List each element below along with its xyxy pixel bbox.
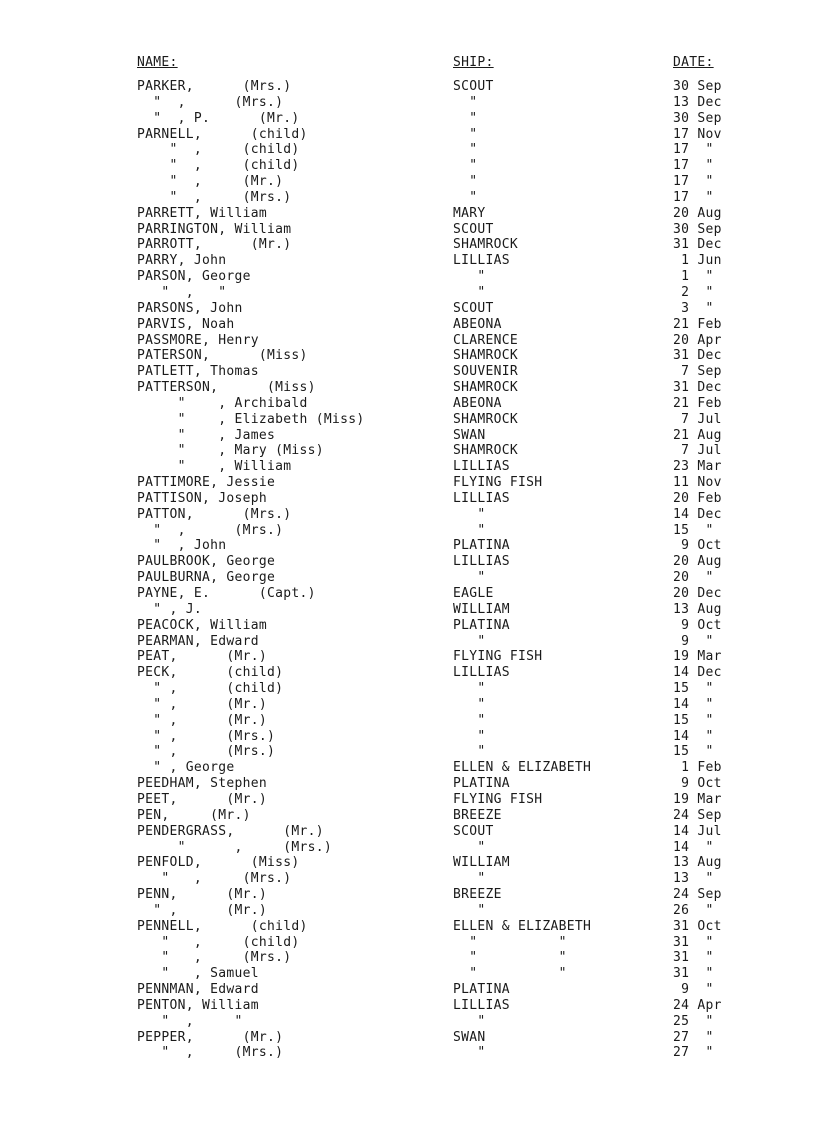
list-row: [0, 871, 816, 887]
list-row: [0, 570, 816, 586]
header-ship: SHIP:: [453, 55, 494, 70]
list-row: [0, 855, 816, 871]
list-row: [0, 649, 816, 665]
list-row: [0, 380, 816, 396]
row-date: 9 ": [673, 633, 714, 649]
row-date: 20 Aug: [673, 205, 722, 221]
list-row: [0, 713, 816, 729]
row-ship: ": [453, 110, 478, 126]
row-ship: ": [453, 174, 478, 190]
list-row: [0, 333, 816, 349]
row-ship: SCOUT: [453, 823, 494, 839]
list-row: [0, 919, 816, 935]
row-ship: LILLIAS: [453, 997, 510, 1013]
row-ship: PLATINA: [453, 617, 510, 633]
row-name: PEARMAN, Edward: [137, 633, 259, 649]
row-date: 31 Dec: [673, 237, 722, 253]
row-ship: FLYING FISH: [453, 475, 543, 491]
list-row: [0, 729, 816, 745]
row-ship: ELLEN & ELIZABETH: [453, 760, 592, 776]
row-date: 31 ": [673, 950, 714, 966]
list-row: [0, 491, 816, 507]
row-date: 21 Feb: [673, 395, 722, 411]
row-ship: CLARENCE: [453, 332, 519, 348]
list-row: [0, 507, 816, 523]
row-ship: ": [453, 712, 486, 728]
row-date: 13 ": [673, 871, 714, 887]
row-ship: SHAMROCK: [453, 348, 519, 364]
row-date: 3 ": [673, 300, 714, 316]
list-row: [0, 1030, 816, 1046]
row-date: 31 ": [673, 966, 714, 982]
row-date: 17 ": [673, 174, 714, 190]
list-row: [0, 824, 816, 840]
row-name: " , (Mrs.): [137, 94, 284, 110]
row-ship: ": [453, 269, 486, 285]
row-date: 30 Sep: [673, 110, 722, 126]
row-name: " , (child): [137, 934, 300, 950]
row-date: 14 ": [673, 839, 714, 855]
list-row: [0, 1045, 816, 1061]
row-name: " , (Mrs.): [137, 950, 292, 966]
row-name: " , Archibald: [137, 395, 308, 411]
row-name: PARRETT, William: [137, 205, 268, 221]
list-row: [0, 269, 816, 285]
list-row: [0, 982, 816, 998]
row-date: 9 Oct: [673, 776, 722, 792]
row-date: 14 Dec: [673, 506, 722, 522]
list-row: [0, 301, 816, 317]
list-row: [0, 285, 816, 301]
row-name: " , John: [137, 538, 227, 554]
list-row: [0, 586, 816, 602]
row-ship: BREEZE: [453, 807, 502, 823]
row-ship: SCOUT: [453, 300, 494, 316]
row-name: PARVIS, Noah: [137, 316, 235, 332]
list-row: [0, 950, 816, 966]
row-ship: LILLIAS: [453, 490, 510, 506]
list-row: [0, 142, 816, 158]
row-name: PATERSON, (Miss): [137, 348, 308, 364]
row-date: 9 ": [673, 982, 714, 998]
list-row: [0, 428, 816, 444]
row-date: 1 Jun: [673, 253, 722, 269]
list-row: [0, 998, 816, 1014]
list-row: [0, 634, 816, 650]
row-ship: WILLIAM: [453, 855, 510, 871]
row-name: " , Samuel: [137, 966, 259, 982]
row-date: 19 Mar: [673, 791, 722, 807]
row-name: " , P. (Mr.): [137, 110, 300, 126]
row-name: " , (Mrs.): [137, 839, 333, 855]
row-date: 24 Sep: [673, 887, 722, 903]
list-row: [0, 253, 816, 269]
list-row: [0, 935, 816, 951]
header-name: NAME:: [137, 55, 178, 70]
row-date: 25 ": [673, 1013, 714, 1029]
row-name: " , (Mr.): [137, 902, 268, 918]
list-row: [0, 443, 816, 459]
row-ship: EAGLE: [453, 586, 494, 601]
row-name: PEET, (Mr.): [137, 791, 268, 807]
list-row: [0, 776, 816, 792]
row-date: 31 Dec: [673, 348, 722, 364]
row-name: PEPPER, (Mr.): [137, 1029, 284, 1045]
row-ship: SOUVENIR: [453, 364, 519, 380]
row-date: 14 Dec: [673, 665, 722, 681]
list-row: [0, 475, 816, 491]
row-ship: WILLIAM: [453, 601, 510, 617]
row-date: 13 Aug: [673, 855, 722, 871]
row-date: 7 Jul: [673, 411, 722, 427]
row-name: PENNMAN, Edward: [137, 982, 259, 998]
row-date: 31 ": [673, 934, 714, 950]
row-name: PARRY, John: [137, 253, 227, 269]
row-ship: SCOUT: [453, 221, 494, 237]
row-name: PEAT, (Mr.): [137, 649, 268, 665]
row-name: " , (child): [137, 158, 300, 174]
row-name: PAULBURNA, George: [137, 570, 276, 586]
list-row: [0, 665, 816, 681]
row-name: " , Elizabeth (Miss): [137, 411, 365, 427]
row-name: PARKER, (Mrs.): [137, 79, 292, 94]
row-name: PENNELL, (child): [137, 918, 308, 934]
row-name: " , ": [137, 284, 227, 300]
row-name: PENTON, William: [137, 997, 259, 1013]
row-date: 20 Apr: [673, 332, 722, 348]
row-name: " , George: [137, 760, 235, 776]
row-date: 14 ": [673, 696, 714, 712]
row-ship: BREEZE: [453, 887, 502, 903]
row-date: 15 ": [673, 712, 714, 728]
row-ship: LILLIAS: [453, 554, 510, 570]
row-ship: ": [453, 728, 486, 744]
row-ship: ": [453, 94, 478, 110]
row-ship: ": [453, 871, 486, 887]
row-ship: ": [453, 902, 486, 918]
list-row: [0, 697, 816, 713]
row-date: 13 Dec: [673, 94, 722, 110]
row-date: 20 Dec: [673, 586, 722, 601]
row-name: " , (Mrs.): [137, 522, 284, 538]
row-name: " , (Mr.): [137, 712, 268, 728]
row-ship: LILLIAS: [453, 459, 510, 475]
row-name: " , Mary (Miss): [137, 443, 324, 459]
row-ship: ": [453, 142, 478, 158]
header-date: DATE:: [673, 55, 714, 70]
row-name: " , (Mr.): [137, 174, 284, 190]
row-name: PENFOLD, (Miss): [137, 855, 300, 871]
row-ship: SHAMROCK: [453, 237, 519, 253]
row-ship: MARY: [453, 205, 486, 221]
row-date: 20 Feb: [673, 490, 722, 506]
row-name: " , (child): [137, 142, 300, 158]
list-row: [0, 127, 816, 143]
row-date: 11 Nov: [673, 475, 722, 491]
list-row: [0, 602, 816, 618]
row-name: PEN, (Mr.): [137, 807, 251, 823]
row-ship: SHAMROCK: [453, 411, 519, 427]
row-ship: ": [453, 1013, 486, 1029]
list-row: [0, 523, 816, 539]
list-row: [0, 792, 816, 808]
row-date: 1 ": [673, 269, 714, 285]
row-ship: PLATINA: [453, 538, 510, 554]
row-date: 24 Apr: [673, 997, 722, 1013]
row-ship: ": [453, 570, 486, 586]
row-date: 17 ": [673, 142, 714, 158]
row-name: " , (Mrs.): [137, 1045, 284, 1061]
row-name: " , (Mr.): [137, 696, 268, 712]
list-row: [0, 887, 816, 903]
row-name: PARRINGTON, William: [137, 221, 292, 237]
row-name: PARSONS, John: [137, 300, 243, 316]
list-row: [0, 111, 816, 127]
row-date: 21 Aug: [673, 427, 722, 443]
row-name: PATLETT, Thomas: [137, 364, 259, 380]
row-name: PECK, (child): [137, 665, 284, 681]
list-row: [0, 206, 816, 222]
row-date: 2 ": [673, 284, 714, 300]
row-ship: ": [453, 126, 478, 142]
row-ship: ": [453, 158, 478, 174]
row-date: 20 Aug: [673, 554, 722, 570]
list-row: [0, 538, 816, 554]
list-row: [0, 744, 816, 760]
row-ship: LILLIAS: [453, 665, 510, 681]
row-name: PATTON, (Mrs.): [137, 506, 292, 522]
list-row: [0, 317, 816, 333]
row-ship: SHAMROCK: [453, 380, 519, 396]
row-name: " , James: [137, 427, 276, 443]
row-name: PARSON, George: [137, 269, 251, 285]
row-ship: " ": [453, 934, 567, 950]
row-date: 14 ": [673, 728, 714, 744]
row-date: 13 Aug: [673, 601, 722, 617]
row-ship: ": [453, 681, 486, 697]
list-row: [0, 760, 816, 776]
row-ship: ": [453, 696, 486, 712]
row-name: PARROTT, (Mr.): [137, 237, 292, 253]
list-row: [0, 364, 816, 380]
row-date: 1 Feb: [673, 760, 722, 776]
list-row: [0, 681, 816, 697]
row-date: 7 Jul: [673, 443, 722, 459]
row-ship: ": [453, 284, 486, 300]
row-date: 17 Nov: [673, 126, 722, 142]
row-date: 15 ": [673, 681, 714, 697]
row-date: 7 Sep: [673, 364, 722, 380]
passenger-list: [0, 79, 816, 1061]
row-ship: ABEONA: [453, 316, 502, 332]
row-date: 31 Dec: [673, 380, 722, 396]
row-ship: ": [453, 633, 486, 649]
row-name: PEEDHAM, Stephen: [137, 776, 268, 792]
row-date: 9 Oct: [673, 538, 722, 554]
row-date: 27 ": [673, 1029, 714, 1045]
row-ship: SWAN: [453, 1029, 486, 1045]
row-date: 17 ": [673, 189, 714, 205]
row-date: 26 ": [673, 902, 714, 918]
row-date: 17 ": [673, 158, 714, 174]
row-name: " , (Mrs.): [137, 728, 276, 744]
list-row: [0, 1014, 816, 1030]
row-date: 19 Mar: [673, 649, 722, 665]
row-name: " , ": [137, 1013, 243, 1029]
row-name: PASSMORE, Henry: [137, 332, 259, 348]
row-name: " , (Mrs.): [137, 189, 292, 205]
row-date: 20 ": [673, 570, 714, 586]
list-row: [0, 412, 816, 428]
list-row: [0, 190, 816, 206]
row-date: 30 Sep: [673, 79, 722, 94]
row-date: 14 Jul: [673, 823, 722, 839]
row-ship: SWAN: [453, 427, 486, 443]
row-ship: PLATINA: [453, 982, 510, 998]
list-row: [0, 158, 816, 174]
row-ship: ": [453, 522, 486, 538]
row-ship: ": [453, 189, 478, 205]
row-name: PATTERSON, (Miss): [137, 380, 316, 396]
row-name: " , (Mrs.): [137, 871, 292, 887]
row-name: PEACOCK, William: [137, 617, 268, 633]
list-row: [0, 174, 816, 190]
list-row: [0, 966, 816, 982]
row-name: PAYNE, E. (Capt.): [137, 586, 316, 601]
list-row: [0, 396, 816, 412]
row-ship: ": [453, 744, 486, 760]
row-name: " , (Mrs.): [137, 744, 276, 760]
list-row: [0, 840, 816, 856]
list-row: [0, 459, 816, 475]
row-date: 31 Oct: [673, 918, 722, 934]
row-name: " , William: [137, 459, 292, 475]
row-name: PENDERGRASS, (Mr.): [137, 823, 324, 839]
row-date: 24 Sep: [673, 807, 722, 823]
row-ship: FLYING FISH: [453, 791, 543, 807]
row-date: 27 ": [673, 1045, 714, 1061]
row-ship: SHAMROCK: [453, 443, 519, 459]
row-date: 9 Oct: [673, 617, 722, 633]
row-ship: ": [453, 506, 486, 522]
row-ship: FLYING FISH: [453, 649, 543, 665]
row-date: 23 Mar: [673, 459, 722, 475]
row-name: PAULBROOK, George: [137, 554, 276, 570]
row-ship: ": [453, 1045, 486, 1061]
row-ship: " ": [453, 950, 567, 966]
list-row: [0, 237, 816, 253]
row-date: 21 Feb: [673, 316, 722, 332]
row-ship: PLATINA: [453, 776, 510, 792]
list-row: [0, 808, 816, 824]
list-row: [0, 79, 816, 95]
row-name: " , J.: [137, 601, 203, 617]
row-date: 15 ": [673, 522, 714, 538]
row-ship: " ": [453, 966, 567, 982]
row-ship: SCOUT: [453, 79, 494, 94]
row-name: PATTIMORE, Jessie: [137, 475, 276, 491]
row-name: PENN, (Mr.): [137, 887, 268, 903]
row-name: " , (child): [137, 681, 284, 697]
list-row: [0, 618, 816, 634]
list-row: [0, 554, 816, 570]
list-row: [0, 348, 816, 364]
row-name: PARNELL, (child): [137, 126, 308, 142]
list-row: [0, 903, 816, 919]
row-name: PATTISON, Joseph: [137, 490, 268, 506]
row-date: 15 ": [673, 744, 714, 760]
list-row: [0, 222, 816, 238]
row-ship: ELLEN & ELIZABETH: [453, 918, 592, 934]
row-ship: ": [453, 839, 486, 855]
row-ship: LILLIAS: [453, 253, 510, 269]
list-row: [0, 95, 816, 111]
row-date: 30 Sep: [673, 221, 722, 237]
row-ship: ABEONA: [453, 395, 502, 411]
